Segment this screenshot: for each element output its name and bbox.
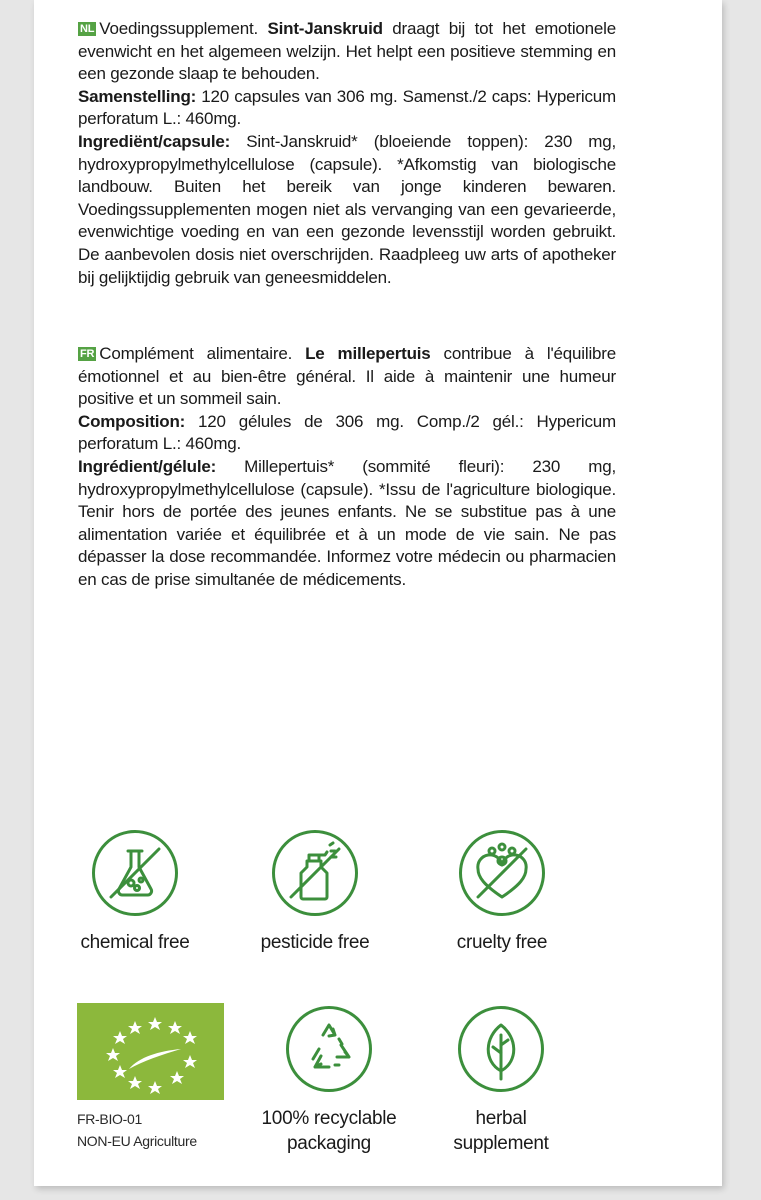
french-ingredients-label: Ingrédient/gélule: (78, 456, 217, 476)
dutch-ingredients (78, 131, 616, 289)
dutch-ingredients-text: Sint-Janskruid* (bloeiende toppen): 230 mg, hydroxypropylmethylcellulose (capsule). *Afkomstig van biologische landbouw. Buiten het bereik van jonge kinderen bewaren. Voedingssupplementen mogen niet als vervanging van een gevarieerde, evenwichtige voeding en van een gezonde levensstijl worden gebruikt. De aanbevolen dosis niet overschrijden. Raadpleeg uw arts of apotheker bij gelijktijdig gebruik van geneesmiddelen. (78, 131, 616, 287)
label-sheet (34, 0, 722, 1186)
french-ingredients-text: Millepertuis* (sommité fleuri): 230 mg, hydroxypropylmethylcellulose (capsule). *Issu de l'agriculture biologique. Tenir hors de portée des jeunes enfants. Ne se substitue pas à une alimentation variée et équilibrée et à un mode de vie sain. Ne pas dépasser la dose recommandée. Informez votre médecin ou pharmacien en cas de prise simultanée de médicements. (78, 456, 616, 589)
chemical-free-label: chemical free (80, 932, 190, 953)
dutch-intro-rest: draagt bij tot het emotionele evenwicht en het algemeen welzijn. Het helpt een positieve stemming en een gezonde slaap te behouden. (78, 19, 616, 84)
dutch-section (78, 18, 616, 289)
eu-organic-origin: NON-EU Agriculture (77, 1133, 197, 1149)
chemical-free-badge (40, 830, 230, 955)
french-composition-text: 120 gélules de 306 mg. Comp./2 gél.: Hypericum perforatum L.: 460mg. (78, 411, 616, 454)
herbal-supplement-badge (406, 1006, 596, 1156)
herbal-label (406, 1106, 596, 1156)
recyclable-label-line1: 100% recyclable (261, 1108, 397, 1129)
nl-language-tag: NL (80, 23, 95, 35)
eu-organic-leaf-icon (77, 1003, 224, 1100)
pesticide-free-label: pesticide free (260, 932, 370, 953)
recyclable-badge (234, 1006, 424, 1156)
french-section (78, 343, 616, 592)
cruelty-free-label: cruelty free (456, 932, 548, 953)
cruelty-free-badge (407, 830, 597, 955)
spray-bottle-icon (272, 830, 358, 916)
dutch-intro (78, 18, 616, 86)
dutch-composition-text: 120 capsules van 306 mg. Samenst./2 caps: Hypericum perforatum L.: 460mg. (78, 86, 616, 129)
eu-organic-code: FR-BIO-01 (77, 1111, 142, 1127)
paw-heart-icon (459, 830, 545, 916)
recyclable-label-line2: packaging (287, 1133, 371, 1154)
french-intro-text: Complément alimentaire. (99, 344, 306, 363)
pesticide-free-badge (220, 830, 410, 955)
leaf-icon (458, 1006, 544, 1092)
chemical-free-icon (92, 830, 178, 916)
dutch-intro-text: Voedingssupplement. (99, 19, 268, 38)
dutch-composition (78, 86, 616, 131)
french-intro-rest: contribue à l'équilibre émotionnel et au bien-être général. Il aide à maintenir une humeur positive et un sommeil sain. (78, 344, 616, 409)
french-composition-label: Composition: (78, 411, 186, 431)
dutch-composition-label: Samenstelling: (78, 86, 197, 106)
french-intro (78, 343, 616, 411)
recycle-icon (286, 1006, 372, 1092)
herbal-label-line2: supplement (453, 1133, 549, 1154)
eu-organic-badge (77, 1003, 227, 1152)
french-product-name: Le millepertuis (305, 344, 431, 363)
recyclable-label (234, 1106, 424, 1156)
french-composition (78, 411, 616, 456)
dutch-ingredients-label: Ingrediënt/capsule: (78, 131, 231, 151)
dutch-product-name: Sint-Janskruid (267, 19, 383, 38)
herbal-label-line1: herbal (475, 1108, 527, 1129)
french-ingredients (78, 456, 616, 592)
fr-language-tag: FR (80, 348, 95, 360)
